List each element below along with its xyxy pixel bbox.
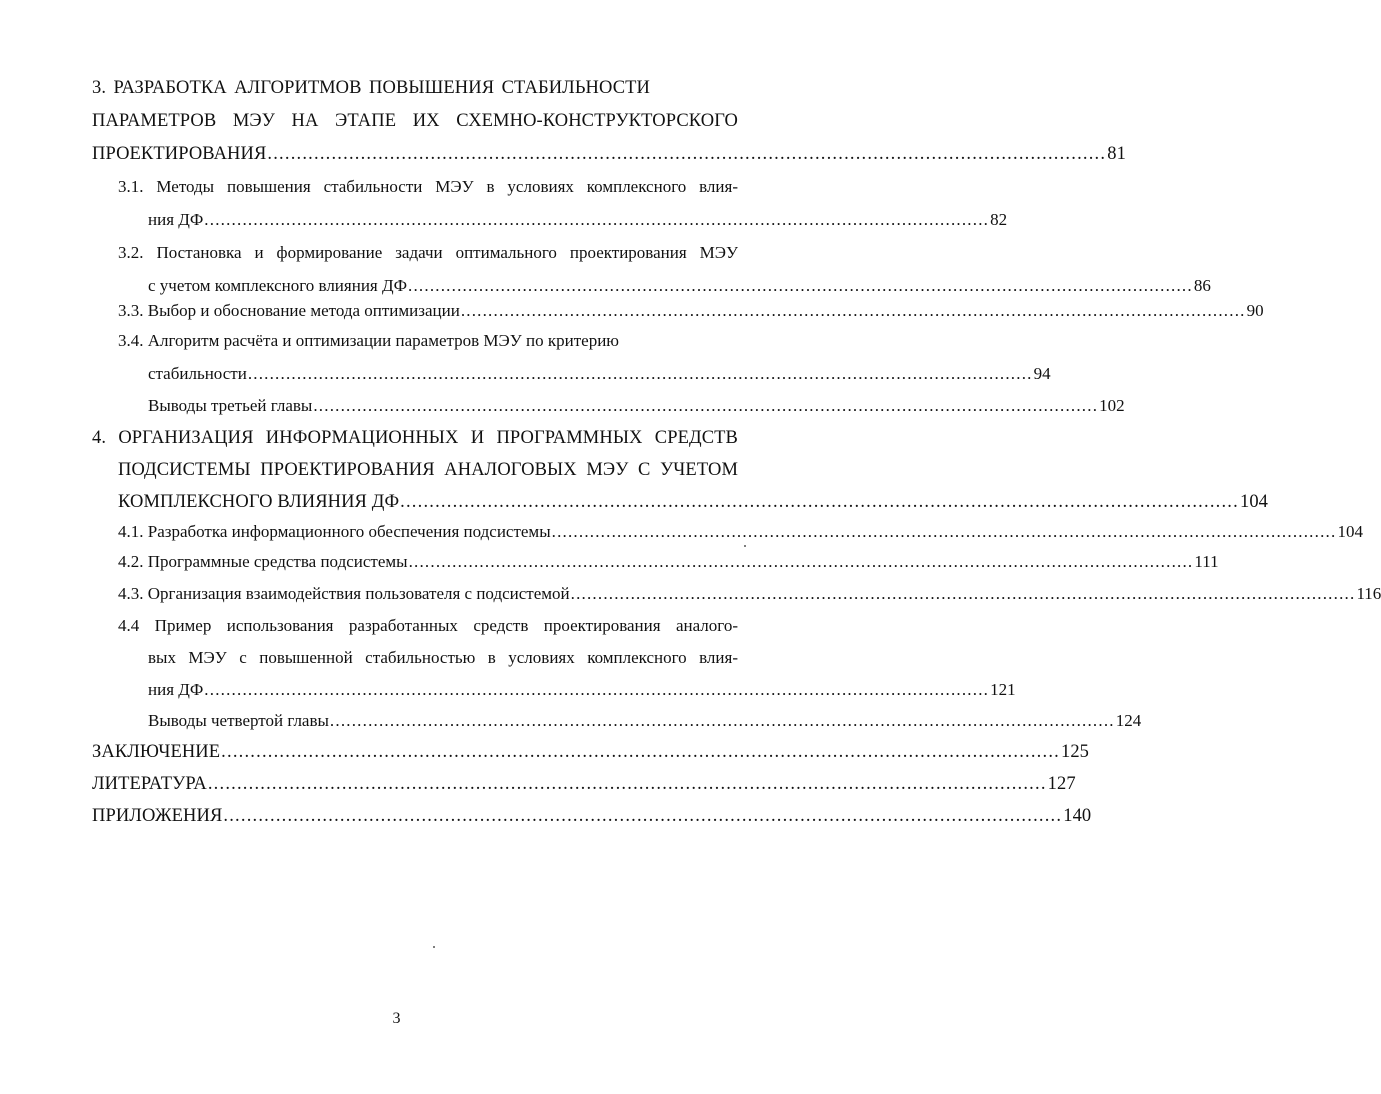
toc-text: 4.2. Программные средства подсистемы [118,552,408,571]
toc-section-4-2 [118,546,1219,578]
toc-chapter-3-line-2 [92,105,738,137]
toc-conclusion [92,736,1090,768]
toc-page-number: 82 [990,210,1008,229]
scan-speck [433,946,435,948]
toc-page-number: 127 [1047,774,1076,794]
dot-leader: ................................................................................................................................................ [408,552,1194,571]
toc-page-number: 94 [1033,364,1051,383]
dot-leader: ................................................................................................................................................ [223,806,1063,826]
toc-text: 3.1. Методы повышения стабильности МЭУ в условиях комплексного влия- [118,177,738,196]
toc-page-number: 86 [1193,276,1211,295]
toc-section-4-4-line-2 [148,642,738,674]
toc-text: ЛИТЕРАТУРА [92,774,207,794]
toc-text: Выводы четвертой главы [148,711,329,730]
toc-text: стабильности [148,364,247,383]
toc-chapter-3-line-1 [92,72,650,104]
toc-section-4-4-line-3 [148,674,1016,706]
dot-leader: ................................................................................................................................................ [313,396,1099,415]
dot-leader: ................................................................................................................................................ [204,210,990,229]
toc-text: 4. ОРГАНИЗАЦИЯ ИНФОРМАЦИОННЫХ И ПРОГРАММНЫХ СРЕДСТВ [92,428,738,448]
dot-leader: ................................................................................................................................................ [551,522,1337,541]
toc-text: ПРИЛОЖЕНИЯ [92,806,223,826]
dot-leader: ................................................................................................................................................ [267,144,1107,164]
toc-text: КОМПЛЕКСНОГО ВЛИЯНИЯ ДФ [118,492,400,512]
toc-page-number: 81 [1107,144,1126,164]
toc-chapter-4-line-3 [118,486,1269,518]
dot-leader: ................................................................................................................................................ [221,742,1060,762]
toc-section-3-4-line-2 [148,358,1051,390]
toc-page-number: 140 [1063,806,1092,826]
toc-text: 4.4 Пример использования разработанных средств проектирования аналого- [118,616,738,635]
toc-appendices [92,800,1092,832]
page-number: 3 [392,1010,401,1027]
toc-text: с учетом комплексного влияния ДФ [148,276,408,295]
toc-page-number: 124 [1115,711,1142,730]
dot-leader: ................................................................................................................................................ [408,276,1193,295]
toc-text: ПАРАМЕТРОВ МЭУ НА ЭТАПЕ ИХ СХЕМНО-КОНСТРУКТОРСКОГО [92,111,738,131]
toc-section-4-3 [118,578,1381,610]
dot-leader: ................................................................................................................................................ [329,711,1115,730]
toc-text: ПРОЕКТИРОВАНИЯ [92,144,267,164]
toc-literature [92,768,1076,800]
toc-section-3-2-line-1 [118,237,738,269]
toc-text: 3.2. Постановка и формирование задачи оптимального проектирования МЭУ [118,243,738,262]
toc-text: вых МЭУ с повышенной стабильностью в условиях комплексного влия- [148,648,738,667]
toc-text: 3. РАЗРАБОТКА АЛГОРИТМОВ ПОВЫШЕНИЯ СТАБИЛЬНОСТИ [92,78,650,98]
toc-text: Выводы третьей главы [148,396,313,415]
toc-section-3-4-line-1 [118,325,738,357]
toc-page-number: 125 [1060,742,1090,762]
toc-chapter-3-line-3 [92,138,1126,170]
toc-text: ЗАКЛЮЧЕНИЕ [92,742,221,762]
toc-page-number: 116 [1356,584,1381,603]
toc-text: 3.4. Алгоритм расчёта и оптимизации параметров МЭУ по критерию [118,331,620,350]
toc-text: 3.3. Выбор и обоснование метода оптимизации [118,301,460,320]
dot-leader: ................................................................................................................................................ [400,492,1239,512]
toc-text: ПОДСИСТЕМЫ ПРОЕКТИРОВАНИЯ АНАЛОГОВЫХ МЭУ С УЧЕТОМ [118,460,738,480]
toc-section-3-1-line-1 [118,171,738,203]
toc-text: ния ДФ [148,210,204,229]
toc-chapter-4-line-2 [118,454,738,486]
toc-page-number: 104 [1337,522,1363,541]
dot-leader: ................................................................................................................................................ [207,774,1047,794]
dot-leader: ................................................................................................................................................ [460,301,1246,320]
toc-text: 4.3. Организация взаимодействия пользователя с подсистемой [118,584,570,603]
dot-leader: ................................................................................................................................................ [247,364,1033,383]
toc-section-4-4-line-1 [118,610,738,642]
toc-page-number: 90 [1246,301,1264,320]
toc-text: 4.1. Разработка информационного обеспечения подсистемы [118,522,551,541]
toc-text: ния ДФ [148,680,204,699]
toc-page-number: 104 [1239,492,1269,512]
toc-chapter-4-line-1 [92,422,738,454]
toc-section-3-1-line-2 [148,204,1008,236]
toc-page-number: 111 [1194,552,1219,571]
toc-section-4-1 [118,516,1363,548]
toc-conclusions-4 [148,705,1142,737]
dot-leader: ................................................................................................................................................ [204,680,990,699]
toc-page-number: 102 [1099,396,1125,415]
toc-section-3-3 [118,295,1264,327]
toc-page-number: 121 [990,680,1016,699]
dot-leader: ................................................................................................................................................ [570,584,1356,603]
toc-conclusions-3 [148,390,1125,422]
scan-speck [744,545,746,547]
